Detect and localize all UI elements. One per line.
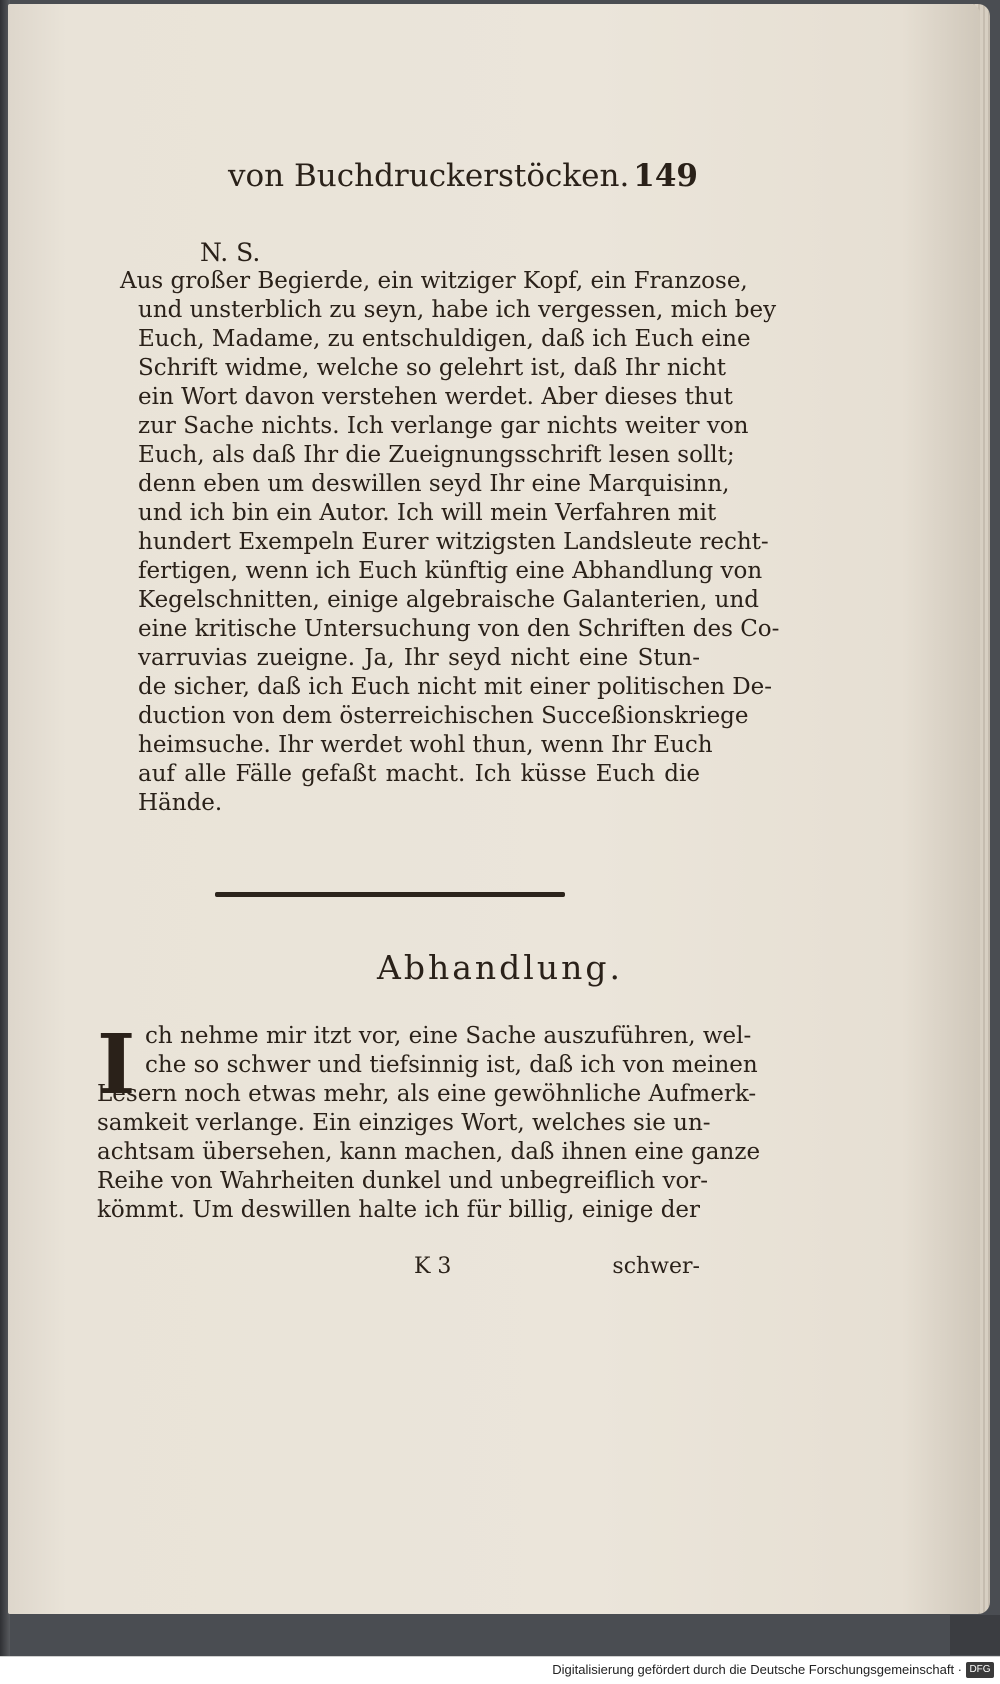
signature-line (400, 1254, 700, 1286)
page-header (228, 158, 698, 202)
binding-strip (950, 1615, 1000, 1655)
postscript-line: Hände. (138, 790, 223, 816)
body-line: Lesern noch etwas mehr, als eine gewöhnliche Aufmerk- (97, 1081, 757, 1107)
postscript-line: Aus großer Begierde, ein witziger Kopf, ein Franzose, (120, 268, 748, 294)
postscript-line: ein Wort davon verstehen werdet. Aber dieses thut (138, 384, 733, 410)
body-line: ch nehme mir itzt vor, eine Sache auszuführen, wel- (145, 1023, 752, 1049)
dfg-logo-icon: DFG (966, 1662, 994, 1678)
section-title: Abhandlung. (377, 948, 623, 987)
body-line: che so schwer und tiefsinnig ist, daß ich von meinen (145, 1052, 758, 1078)
postscript-line: denn eben um deswillen seyd Ihr eine Marquisinn, (138, 471, 730, 497)
postscript-line: Euch, Madame, zu entschuldigen, daß ich Euch eine (138, 326, 751, 352)
section-divider-rule (215, 892, 565, 897)
postscript-line: zur Sache nichts. Ich verlange gar nichts weiter von (138, 413, 749, 439)
drop-cap: I (97, 1017, 136, 1113)
page-number: 149 (633, 158, 698, 194)
postscript-line: hundert Exempeln Eurer witzigsten Landsleute recht- (138, 529, 769, 555)
footer-bar (0, 1656, 1000, 1684)
body-line: samkeit verlange. Ein einziges Wort, welches sie un- (97, 1110, 711, 1136)
postscript-line: eine kritische Untersuchung von den Schriften des Co- (138, 616, 780, 642)
postscript-line: heimsuche. Ihr werdet wohl thun, wenn Ihr Euch (138, 732, 713, 758)
postscript-line: fertigen, wenn ich Euch künftig eine Abhandlung von (138, 558, 763, 584)
postscript-line: duction von dem österreichischen Succeßionskriege (138, 703, 749, 729)
postscript-line: varruvias zueigne. Ja, Ihr seyd nicht eine Stun- (138, 645, 700, 671)
postscript-heading: N. S. (200, 238, 261, 267)
body-line: Reihe von Wahrheiten dunkel und unbegreiflich vor- (97, 1168, 709, 1194)
catchword: schwer- (612, 1254, 700, 1279)
signature-mark: K 3 (414, 1254, 452, 1279)
postscript-block (120, 238, 780, 818)
postscript-line: Kegelschnitten, einige algebraische Galanterien, und (138, 587, 760, 613)
postscript-line: auf alle Fälle gefaßt macht. Ich küsse Euch die (138, 761, 700, 787)
funding-credit: Digitalisierung gefördert durch die Deutsche Forschungsgemeinschaft · (552, 1662, 962, 1677)
postscript-line: und ich bin ein Autor. Ich will mein Verfahren mit (138, 500, 717, 526)
section-body (97, 1017, 761, 1225)
postscript-line: und unsterblich zu seyn, habe ich vergessen, mich bey (138, 297, 777, 323)
running-head: von Buchdruckerstöcken. (228, 158, 630, 194)
body-line: kömmt. Um deswillen halte ich für billig, einige der (97, 1197, 701, 1223)
postscript-line: Euch, als daß Ihr die Zueignungsschrift lesen sollt; (138, 442, 735, 468)
body-line: achtsam übersehen, kann machen, daß ihnen eine ganze (97, 1139, 761, 1165)
postscript-line: de sicher, daß ich Euch nicht mit einer politischen De- (138, 674, 773, 700)
postscript-line: Schrift widme, welche so gelehrt ist, daß Ihr nicht (138, 355, 727, 381)
